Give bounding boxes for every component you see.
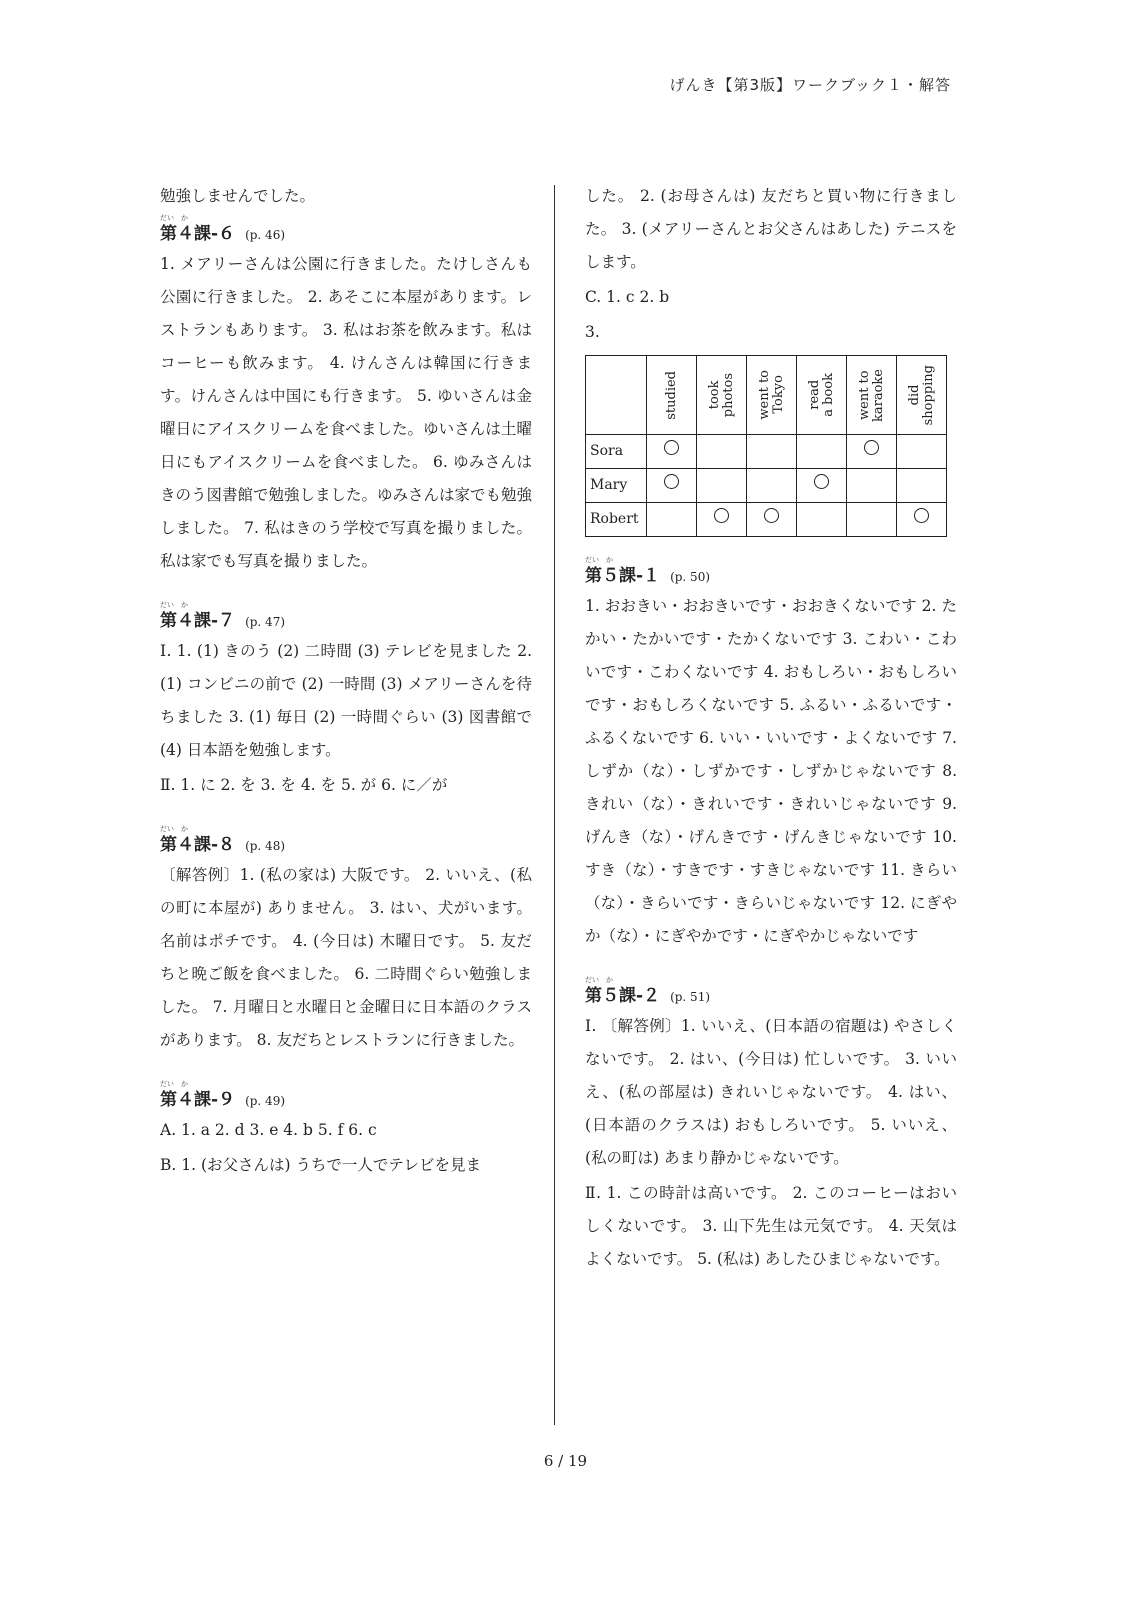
answer-section [160, 213, 532, 578]
table-cell [747, 435, 797, 469]
circle-mark-icon [914, 508, 929, 523]
continued-paragraph: した。 2. (お母さんは) 友だちと買い物に行きました。 3. (メアリーさんとお父さんはあした) テニスをします。 [585, 187, 957, 271]
column-header-label: took photos [706, 372, 736, 418]
circle-mark-icon [714, 508, 729, 523]
section-heading [585, 563, 957, 590]
running-header: げんき【第3版】ワークブック１・解答 [669, 76, 951, 94]
section-page-ref: (p. 46) [245, 228, 286, 242]
table-column-header [697, 356, 747, 435]
answer-paragraph: Ⅱ. 1. この時計は高いです。 2. このコーヒーはおいしくないです。 3. 山下先生は元気です。 4. 天気はよくないです。 5. (私は) あしたひまじゃないです。 [585, 1184, 957, 1268]
row-name-cell: Mary [586, 469, 647, 503]
answer-section [585, 555, 957, 953]
answer-section [160, 824, 532, 1057]
table-corner-cell [586, 356, 647, 435]
table-row [586, 469, 947, 503]
table-cell [697, 503, 747, 537]
section-page-ref: (p. 51) [670, 990, 711, 1004]
column-header-label: studied [663, 370, 679, 420]
column-header-label: read a book [806, 373, 836, 417]
table-cell [747, 469, 797, 503]
table-cell [647, 435, 697, 469]
section-page-ref: (p. 47) [245, 615, 286, 629]
circle-mark-icon [814, 474, 829, 489]
table-cell [847, 435, 897, 469]
answer-section [160, 1079, 532, 1182]
table-cell [747, 503, 797, 537]
section-ruby: だい か [585, 976, 613, 984]
answer-paragraph: 〔解答例〕1. (私の家は) 大阪です。 2. いいえ、(私の町に本屋が) ありません。 3. はい、犬がいます。名前はポチです。 4. (今日は) 木曜日です。 5. 友だちと晩ご飯を食べました。 6. 二時間ぐらい勉強しました。 7. 月曜日と水曜日と金曜日に日本語のクラスがあります。 8. 友だちとレストランに行きました。 [160, 866, 532, 1049]
table-cell [847, 503, 897, 537]
table-row [586, 435, 947, 469]
section-ruby: だい か [585, 556, 613, 564]
table-cell [797, 503, 847, 537]
section-title: 第４課-９ [160, 1090, 236, 1110]
column-header-label: went to Tokyo [756, 370, 786, 420]
answer-paragraph: Ⅰ. 〔解答例〕1. いいえ、(日本語の宿題は) やさしくないです。 2. はい、(今日は) 忙しいです。 3. いいえ、(私の部屋は) きれいじゃないです。 4. はい、(日本語のクラスは) おもしろいです。 5. いいえ、(私の町は) あまり静かじゃないです。 [585, 1017, 957, 1167]
table-cell [647, 503, 697, 537]
section-ruby: だい か [160, 214, 188, 222]
circle-mark-icon [664, 474, 679, 489]
answer-paragraph: Ⅱ. 1. に 2. を 3. を 4. を 5. が 6. に／が [160, 776, 448, 794]
section-title: 第５課-２ [585, 986, 661, 1006]
table-column-header [847, 356, 897, 435]
row-name-cell: Sora [586, 435, 647, 469]
table-column-header [797, 356, 847, 435]
circle-mark-icon [664, 440, 679, 455]
answer-paragraph: 1. メアリーさんは公園に行きました。たけしさんも公園に行きました。 2. あそこに本屋があります。レストランもあります。 3. 私はお茶を飲みます。私はコーヒーも飲みます。 4. けんさんは韓国に行きます。けんさんは中国にも行きます。 5. ゆいさんは金曜日にアイスクリームを食べました。ゆいさんは土曜日にもアイスクリームを食べました。 6. ゆみさんはきのう図書館で勉強しました。ゆみさんは家でも勉強しました。 7. 私はきのう学校で写真を撮りました。私は家でも写真を撮りました。 [160, 255, 533, 570]
column-divider [554, 185, 555, 1425]
section-title: 第５課-１ [585, 566, 661, 586]
answer-paragraph: A. 1. a 2. d 3. e 4. b 5. f 6. c [160, 1121, 377, 1139]
section-title: 第４課-７ [160, 611, 236, 631]
row-name-cell: Robert [586, 503, 647, 537]
table-row [586, 503, 947, 537]
section-page-ref: (p. 49) [245, 1094, 286, 1108]
activity-table [585, 355, 947, 537]
section-title: 第４課-６ [160, 224, 236, 244]
section-heading [160, 608, 532, 635]
table-column-header [647, 356, 697, 435]
intro-paragraph: 勉強しませんでした。 [160, 187, 316, 205]
column-header-label: went to karaoke [856, 368, 886, 422]
table-cell [847, 469, 897, 503]
table-cell [897, 469, 947, 503]
table-column-header [897, 356, 947, 435]
left-column [160, 180, 532, 1182]
section-ruby: だい か [160, 825, 188, 833]
answer-paragraph: 1. おおきい・おおきいです・おおきくないです 2. たかい・たかいです・たかくないです 3. こわい・こわいです・こわくないです 4. おもしろい・おもしろいです・おもしろくないです 5. ふるい・ふるいです・ふるくないです 6. いい・いいです・よくないです 7. しずか（な）・しずかです・しずかじゃないです 8. きれい（な）・きれいです・きれいじゃないです 9. げんき（な）・げんきです・げんきじゃないです 10. すき（な）・すきです・すきじゃないです 11. きらい（な）・きらいです・きらいじゃないです 12. にぎやか（な）・にぎやかです・にぎやかじゃないです [585, 597, 957, 945]
table-cell [897, 503, 947, 537]
intro-block [160, 180, 532, 213]
table-cell [797, 469, 847, 503]
table-cell [897, 435, 947, 469]
answer-paragraph: Ⅰ. 1. (1) きのう (2) 二時間 (3) テレビを見ました 2. (1) コンビニの前で (2) 一時間 (3) メアリーさんを待ちました 3. (1) 毎日 (2) 一時間ぐらい (3) 図書館で (4) 日本語を勉強します。 [160, 642, 532, 759]
section-ruby: だい か [160, 1080, 188, 1088]
table-cell [797, 435, 847, 469]
table-cell [647, 469, 697, 503]
page-number: 6 / 19 [543, 1452, 588, 1470]
section-title: 第４課-８ [160, 835, 236, 855]
table-cell [697, 469, 747, 503]
section-heading [160, 832, 532, 859]
circle-mark-icon [864, 440, 879, 455]
right-column [585, 180, 957, 1276]
answer-paragraph: B. 1. (お父さんは) うちで一人でテレビを見ま [160, 1156, 482, 1174]
c-answers: C. 1. c 2. b [585, 288, 670, 306]
section-page-ref: (p. 48) [245, 839, 286, 853]
table-cell [697, 435, 747, 469]
section-heading [585, 983, 957, 1010]
section-page-ref: (p. 50) [670, 570, 711, 584]
circle-mark-icon [764, 508, 779, 523]
section-ruby: だい か [160, 601, 188, 609]
section-heading [160, 221, 532, 248]
column-header-label: did shopping [906, 364, 936, 426]
answer-section [160, 600, 532, 802]
item-3-label: 3. [585, 323, 600, 341]
table-column-header [747, 356, 797, 435]
answer-section [585, 975, 957, 1276]
section-heading [160, 1087, 532, 1114]
